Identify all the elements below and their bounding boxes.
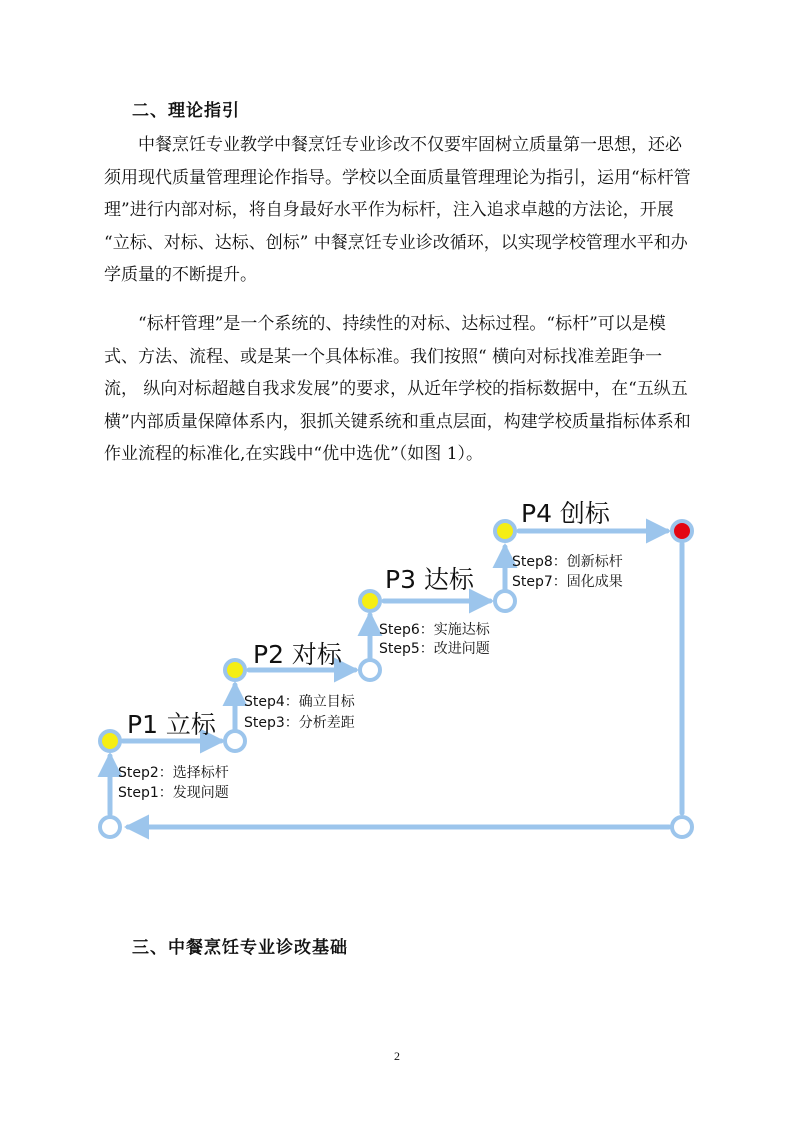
node-p3-start: [360, 591, 380, 611]
node-step-3: [495, 591, 515, 611]
step-label-2: Step2：选择标杆: [118, 765, 229, 781]
node-end: [672, 521, 692, 541]
phase-label-p3: P3 达标: [385, 565, 474, 594]
phase-label-p1: P1 立标: [127, 710, 216, 739]
step-label-6: Step6：实施达标: [379, 622, 490, 638]
page-number: 2: [394, 1049, 400, 1063]
node-step-1: [225, 731, 245, 751]
node-p4-start: [495, 521, 515, 541]
step-label-4: Step4：确立目标: [244, 694, 355, 710]
paragraph-theory: 中餐烹饪专业教学中餐烹饪专业诊改不仅要牢固树立质量第一思想，还必须用现代质量管理理论作指导。学校以全面质量管理理论为指引，运用“标杆管理”进行内部对标，将自身最好水平作为标杆，注入追求卓越的方法论，开展 “立标、对标、达标、创标” 中餐烹饪专业诊改循环，以实现学校管理水平和办学质量的不断提升。: [104, 135, 691, 285]
node-corner-right: [672, 817, 692, 837]
step-label-3: Step3：分析差距: [244, 715, 355, 731]
step-label-1: Step1：发现问题: [118, 785, 229, 801]
benchmarking-cycle-diagram: [0, 490, 794, 850]
phase-label-p4: P4 创标: [521, 499, 610, 528]
step-label-5: Step5：改进问题: [379, 641, 490, 657]
section-3-heading: 三、中餐烹饪专业诊改基础: [132, 938, 348, 958]
section-2-heading: 二、理论指引: [132, 101, 240, 121]
node-p1-start: [100, 731, 120, 751]
node-corner-left: [100, 817, 120, 837]
step-label-7: Step7：固化成果: [512, 574, 623, 590]
phase-label-p2: P2 对标: [253, 640, 342, 669]
paragraph-benchmarking: “标杆管理”是一个系统的、持续性的对标、达标过程。“标杆”可以是模式、方法、流程、或是某一个具体标准。我们按照“ 横向对标找准差距争一流， 纵向对标超越自我求发展”的要求，从近年学校的指标数据中，在“五纵五横”内部质量保障体系内，狠抓关键系统和重点层面，构建学校质量指标体系和作业流程的标准化,在实践中“优中选优”（如图 1）。: [104, 314, 691, 464]
node-p2-start: [225, 660, 245, 680]
node-step-2: [360, 660, 380, 680]
step-label-8: Step8：创新标杆: [512, 554, 623, 570]
